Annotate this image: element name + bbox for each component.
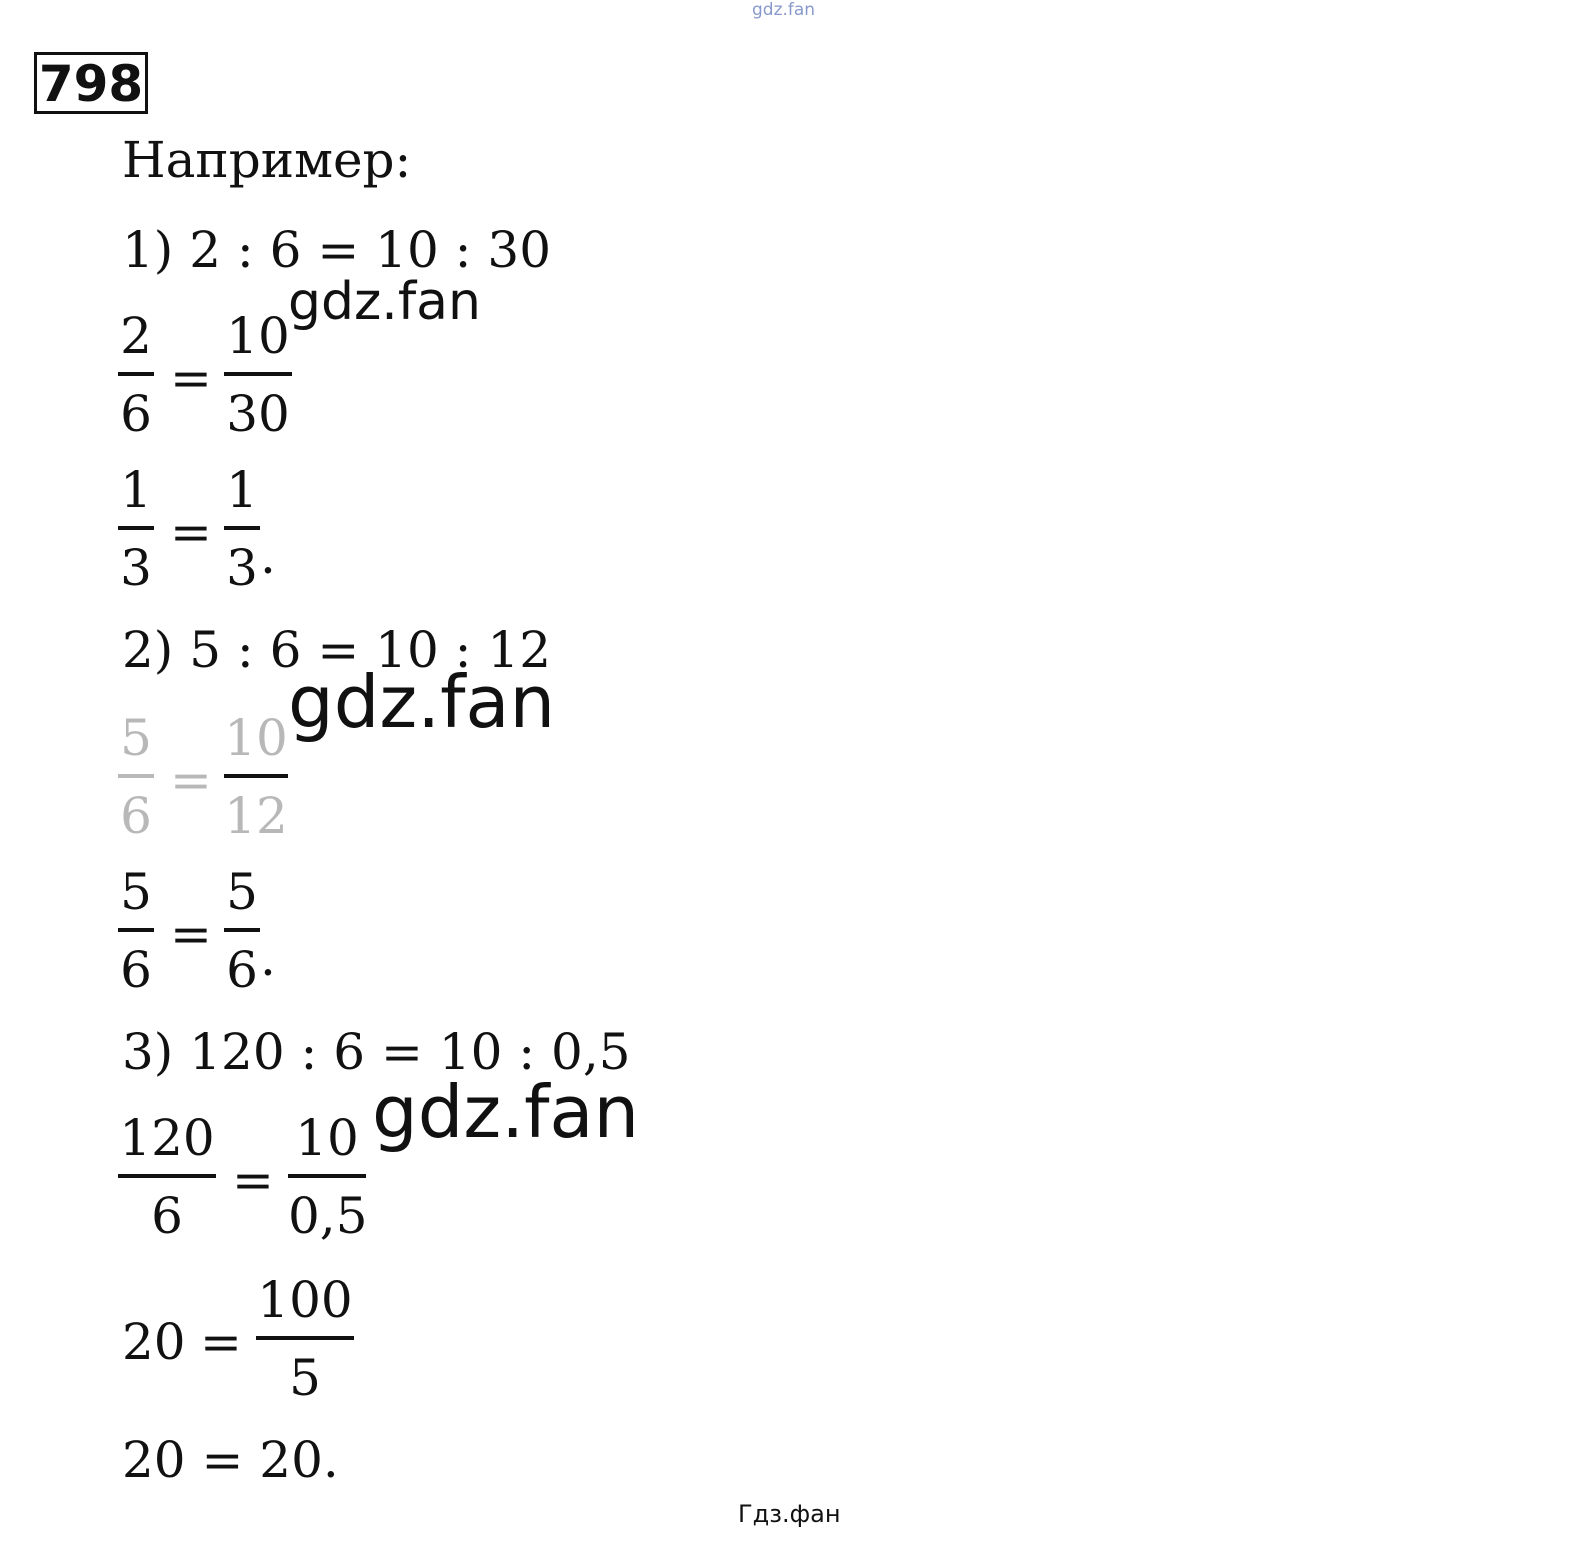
numerator: 1 <box>120 461 152 519</box>
numerator: 1 <box>226 461 258 519</box>
numerator: 10 <box>224 709 288 767</box>
fraction <box>224 710 288 844</box>
equals-sign: = <box>170 905 212 963</box>
intro-text: Например: <box>122 131 412 189</box>
equals-sign: = <box>200 1313 242 1371</box>
numerator: 5 <box>120 709 152 767</box>
numerator: 100 <box>257 1271 353 1329</box>
equals-sign: = <box>170 503 212 561</box>
period: . <box>260 527 276 585</box>
fraction <box>118 308 154 442</box>
numerator: 2 <box>120 307 152 365</box>
fraction-bar <box>118 1174 216 1178</box>
fraction <box>256 1272 354 1406</box>
fraction-bar <box>288 1174 366 1178</box>
fraction-bar <box>118 526 154 530</box>
numerator: 10 <box>295 1109 359 1167</box>
equals-sign: = <box>170 349 212 407</box>
denominator: 30 <box>226 385 290 443</box>
equals-sign: = <box>232 1151 274 1209</box>
fraction-bar <box>224 372 292 376</box>
denominator: 3 <box>120 539 152 597</box>
part3-statement: 3) 120 : 6 = 10 : 0,5 <box>122 1023 631 1081</box>
part2-statement: 2) 5 : 6 = 10 : 12 <box>122 621 552 679</box>
denominator: 6 <box>151 1187 183 1245</box>
fraction-bar <box>224 928 260 932</box>
numerator: 10 <box>226 307 290 365</box>
denominator: 12 <box>224 787 288 845</box>
numerator: 120 <box>119 1109 215 1167</box>
fraction-bar <box>224 774 288 778</box>
fraction <box>118 710 154 844</box>
denominator: 6 <box>120 787 152 845</box>
equals-sign: = <box>170 751 212 809</box>
part1-statement: 1) 2 : 6 = 10 : 30 <box>122 221 552 279</box>
fraction-bar <box>118 928 154 932</box>
numerator: 5 <box>120 863 152 921</box>
watermark-small: gdz.fan <box>288 272 481 332</box>
problem-number: 798 <box>34 52 148 114</box>
fraction <box>118 462 154 596</box>
fraction-bar <box>118 774 154 778</box>
watermark-large-2: gdz.fan <box>372 1070 640 1154</box>
denominator: 6 <box>120 385 152 443</box>
fraction <box>118 864 154 998</box>
denominator: 3 <box>226 539 258 597</box>
numerator: 5 <box>226 863 258 921</box>
part3-result: 20 = 20. <box>122 1431 339 1489</box>
denominator: 6 <box>226 941 258 999</box>
fraction-bar <box>256 1336 354 1340</box>
fraction <box>118 1110 216 1244</box>
denominator: 0,5 <box>288 1187 368 1245</box>
watermark-footer: Гдз.фан <box>738 1500 841 1528</box>
fraction <box>224 462 260 596</box>
fraction <box>224 864 260 998</box>
fraction <box>224 308 292 442</box>
watermark-large-1: gdz.fan <box>288 660 556 744</box>
watermark-top: gdz.fan <box>752 0 816 20</box>
fraction <box>288 1110 366 1244</box>
period: . <box>260 929 276 987</box>
lhs-value: 20 <box>122 1313 186 1371</box>
denominator: 5 <box>289 1349 321 1407</box>
fraction-bar <box>224 526 260 530</box>
denominator: 6 <box>120 941 152 999</box>
fraction-bar <box>118 372 154 376</box>
